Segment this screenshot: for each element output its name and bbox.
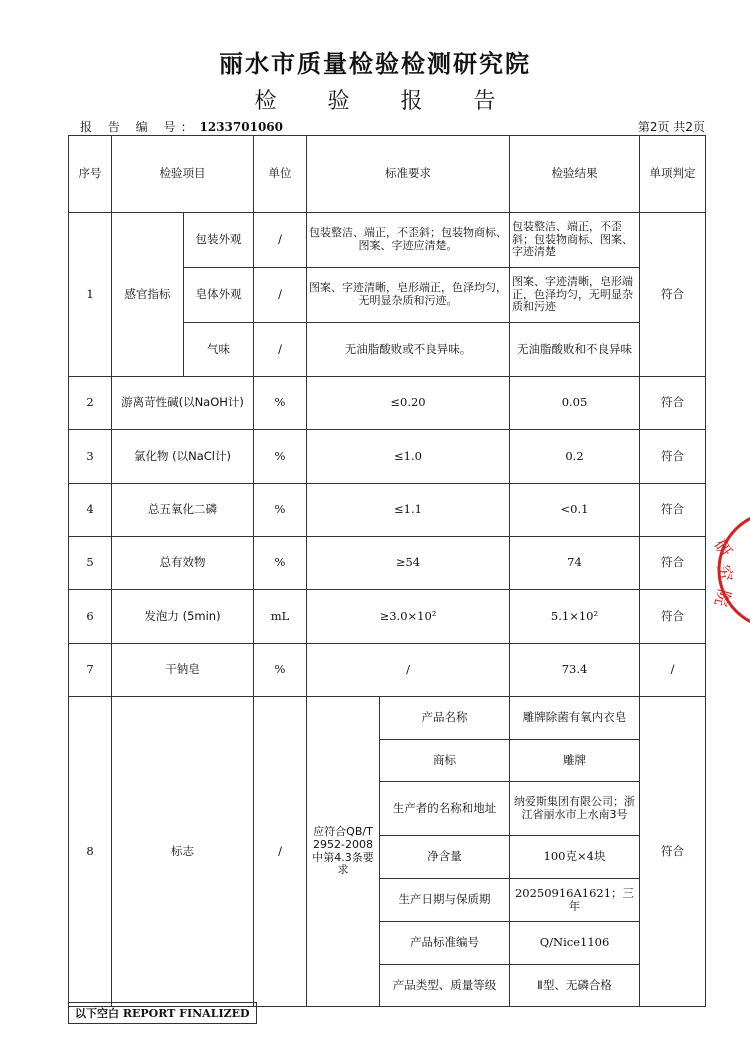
seal-char: 研 — [709, 536, 736, 562]
row-unit: % — [254, 377, 307, 430]
row-result: 74 — [510, 537, 640, 590]
subitem-result: 图案、字迹清晰，皂形端正，色泽均匀，无明显杂质和污迹 — [510, 268, 640, 323]
subitem-requirement: 无油脂酸败或不良异味。 — [307, 323, 510, 377]
subitem-unit: / — [254, 268, 307, 323]
detail-value: Ⅱ型、无磷合格 — [510, 965, 640, 1007]
row-result: 73.4 — [510, 644, 640, 697]
row-verdict: / — [640, 644, 706, 697]
report-finalized-note: 以下空白 REPORT FINALIZED — [68, 1002, 257, 1024]
organization-name: 丽水市质量检验检测研究院 — [219, 50, 531, 78]
report-title: 检 验 报 告 — [254, 89, 518, 114]
detail-value: 100克×4块 — [510, 836, 640, 879]
detail-label: 产品类型、质量等级 — [380, 965, 510, 1007]
inspection-table — [68, 135, 706, 1007]
table-row — [69, 697, 706, 740]
row-requirement: ≤0.20 — [307, 377, 510, 430]
row-no: 2 — [69, 377, 112, 430]
subitem-result: 无油脂酸败和不良异味 — [510, 323, 640, 377]
detail-value: Q/Nice1106 — [510, 922, 640, 965]
detail-label: 净含量 — [380, 836, 510, 879]
subitem-requirement: 包装整洁、端正，不歪斜；包装物商标、图案、字迹应清楚。 — [307, 213, 510, 268]
subitem-result: 包装整洁、端正，不歪斜；包装物商标、图案、字迹清楚 — [510, 213, 640, 268]
row-no: 3 — [69, 430, 112, 484]
row-verdict: 符合 — [640, 590, 706, 644]
row-no: 8 — [69, 697, 112, 1007]
row-item: 氯化物 (以NaCl计) — [112, 430, 254, 484]
row-result: <0.1 — [510, 484, 640, 537]
row-unit: % — [254, 430, 307, 484]
detail-label: 生产者的名称和地址 — [380, 782, 510, 836]
row-result: 0.05 — [510, 377, 640, 430]
row-no: 7 — [69, 644, 112, 697]
subitem-name: 皂体外观 — [184, 268, 254, 323]
row-verdict: 符合 — [640, 213, 706, 377]
seal-char: 究 — [712, 563, 736, 584]
detail-value: 雕牌除菌有氧内衣皂 — [510, 697, 640, 740]
detail-label: 产品标准编号 — [380, 922, 510, 965]
row-item: 总五氧化二磷 — [112, 484, 254, 537]
col-header-requirement: 标准要求 — [307, 136, 510, 213]
row-unit: % — [254, 484, 307, 537]
col-header-item: 检验项目 — [112, 136, 254, 213]
table-header-row — [69, 136, 706, 213]
row-no: 4 — [69, 484, 112, 537]
row-unit: % — [254, 644, 307, 697]
row-no: 5 — [69, 537, 112, 590]
subitem-name: 气味 — [184, 323, 254, 377]
report-number-label: 报 告 编 号: — [80, 120, 192, 134]
table-row — [69, 644, 706, 697]
row-requirement: ≤1.0 — [307, 430, 510, 484]
page-info: 第2页 共2页 — [637, 120, 705, 134]
row-item: 总有效物 — [112, 537, 254, 590]
row-requirement: ≤1.1 — [307, 484, 510, 537]
row-no: 1 — [69, 213, 112, 377]
table-row — [69, 377, 706, 430]
row-requirement: / — [307, 644, 510, 697]
row-verdict: 符合 — [640, 377, 706, 430]
subitem-requirement: 图案、字迹清晰，皂形端正，色泽均匀，无明显杂质和污迹。 — [307, 268, 510, 323]
row-item: 发泡力 (5min) — [112, 590, 254, 644]
report-number — [80, 118, 283, 135]
detail-value: 雕牌 — [510, 740, 640, 782]
subitem-name: 包装外观 — [184, 213, 254, 268]
table-row — [69, 537, 706, 590]
row-item: 标志 — [112, 697, 254, 1007]
detail-label: 产品名称 — [380, 697, 510, 740]
table-row — [69, 484, 706, 537]
row-verdict: 符合 — [640, 537, 706, 590]
row-requirement: ≥54 — [307, 537, 510, 590]
seal-char: 院 — [709, 586, 734, 609]
row-verdict: 符合 — [640, 697, 706, 1007]
detail-value: 纳爱斯集团有限公司；浙江省丽水市上水南3号 — [510, 782, 640, 836]
row-item: 干钠皂 — [112, 644, 254, 697]
col-header-unit: 单位 — [254, 136, 307, 213]
row-result: 0.2 — [510, 430, 640, 484]
report-number-value: 1233701060 — [199, 120, 283, 134]
detail-label: 商标 — [380, 740, 510, 782]
col-header-verdict: 单项判定 — [640, 136, 706, 213]
row-unit: / — [254, 697, 307, 1007]
row-unit: % — [254, 537, 307, 590]
table-row — [69, 590, 706, 644]
row-category: 感官指标 — [112, 213, 184, 377]
col-header-no: 序号 — [69, 136, 112, 213]
row-requirement: 应符合QB/T 2952-2008中第4.3条要求 — [307, 697, 380, 1007]
subitem-unit: / — [254, 213, 307, 268]
table-row — [69, 213, 706, 268]
row-no: 6 — [69, 590, 112, 644]
row-result: 5.1×10² — [510, 590, 640, 644]
row-item: 游离苛性碱(以NaOH计) — [112, 377, 254, 430]
row-requirement: ≥3.0×10² — [307, 590, 510, 644]
detail-label: 生产日期与保质期 — [380, 879, 510, 922]
row-unit: mL — [254, 590, 307, 644]
table-row — [69, 430, 706, 484]
col-header-result: 检验结果 — [510, 136, 640, 213]
subitem-unit: / — [254, 323, 307, 377]
seal-stamp — [705, 505, 750, 635]
detail-value: 20250916A1621；三年 — [510, 879, 640, 922]
row-verdict: 符合 — [640, 430, 706, 484]
row-verdict: 符合 — [640, 484, 706, 537]
